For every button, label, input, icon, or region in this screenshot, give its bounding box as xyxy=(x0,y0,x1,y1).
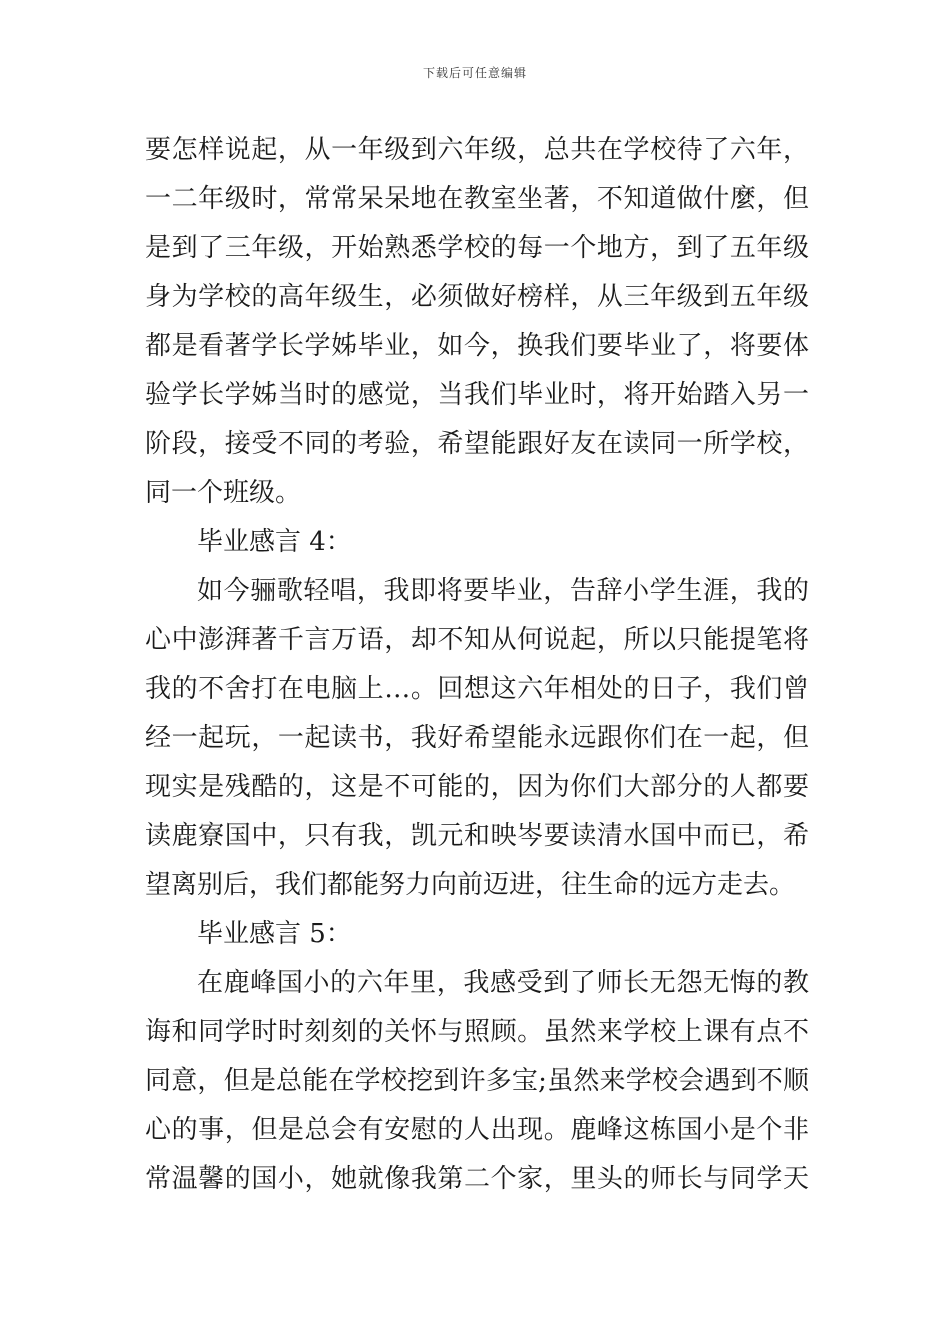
paragraph-3-line: 诲和同学时时刻刻的关怀与照顾。虽然来学校上课有点不 xyxy=(145,1017,809,1047)
paragraph-1-line: 一二年级时，常常呆呆地在教室坐著，不知道做什麼，但 xyxy=(145,184,809,214)
paragraph-1-line: 身为学校的高年级生，必须做好榜样，从三年级到五年级 xyxy=(145,282,809,312)
paragraph-2-line: 望离别后，我们都能努力向前迈进，往生命的远方走去。 xyxy=(145,870,796,900)
paragraph-3-line: 心的事，但是总会有安慰的人出现。鹿峰这栋国小是个非 xyxy=(145,1115,809,1145)
paragraph-3-line: 在鹿峰国小的六年里，我感受到了师长无怨无悔的教 xyxy=(197,968,809,998)
paragraph-1 xyxy=(145,126,809,518)
section-heading-4: 毕业感言 4： xyxy=(197,527,352,557)
paragraph-1-line: 都是看著学长学姊毕业，如今，换我们要毕业了，将要体 xyxy=(145,331,809,361)
paragraph-2-line: 现实是残酷的，这是不可能的，因为你们大部分的人都要 xyxy=(145,772,809,802)
section-heading-5: 毕业感言 5： xyxy=(197,919,352,949)
paragraph-2-line: 如今骊歌轻唱，我即将要毕业，告辞小学生涯，我的 xyxy=(197,576,809,606)
paragraph-2-line: 经一起玩，一起读书，我好希望能永远跟你们在一起，但 xyxy=(145,723,809,753)
paragraph-1-line: 是到了三年级，开始熟悉学校的每一个地方，到了五年级 xyxy=(145,233,809,263)
paragraph-3-line: 常温馨的国小，她就像我第二个家，里头的师长与同学天 xyxy=(145,1164,809,1194)
paragraph-3 xyxy=(145,959,809,1204)
paragraph-1-line: 阶段，接受不同的考验，希望能跟好友在读同一所学校， xyxy=(145,429,809,459)
paragraph-3-line: 同意，但是总能在学校挖到许多宝;虽然来学校会遇到不顺 xyxy=(145,1066,809,1096)
paragraph-2-line: 我的不舍打在电脑上…。回想这六年相处的日子，我们曾 xyxy=(145,674,809,704)
paragraph-1-line: 验学长学姊当时的感觉，当我们毕业时，将开始踏入另一 xyxy=(145,380,809,410)
paragraph-1-line: 同一个班级。 xyxy=(145,478,302,508)
paragraph-2-line: 心中澎湃著千言万语，却不知从何说起，所以只能提笔将 xyxy=(145,625,809,655)
paragraph-2-line: 读鹿寮国中，只有我，凯元和映岑要读清水国中而已，希 xyxy=(145,821,809,851)
paragraph-2 xyxy=(145,567,809,910)
header-note: 下载后可任意编辑 xyxy=(422,66,527,80)
paragraph-1-line: 要怎样说起，从一年级到六年级，总共在学校待了六年， xyxy=(145,135,809,165)
document-body xyxy=(145,126,809,1204)
